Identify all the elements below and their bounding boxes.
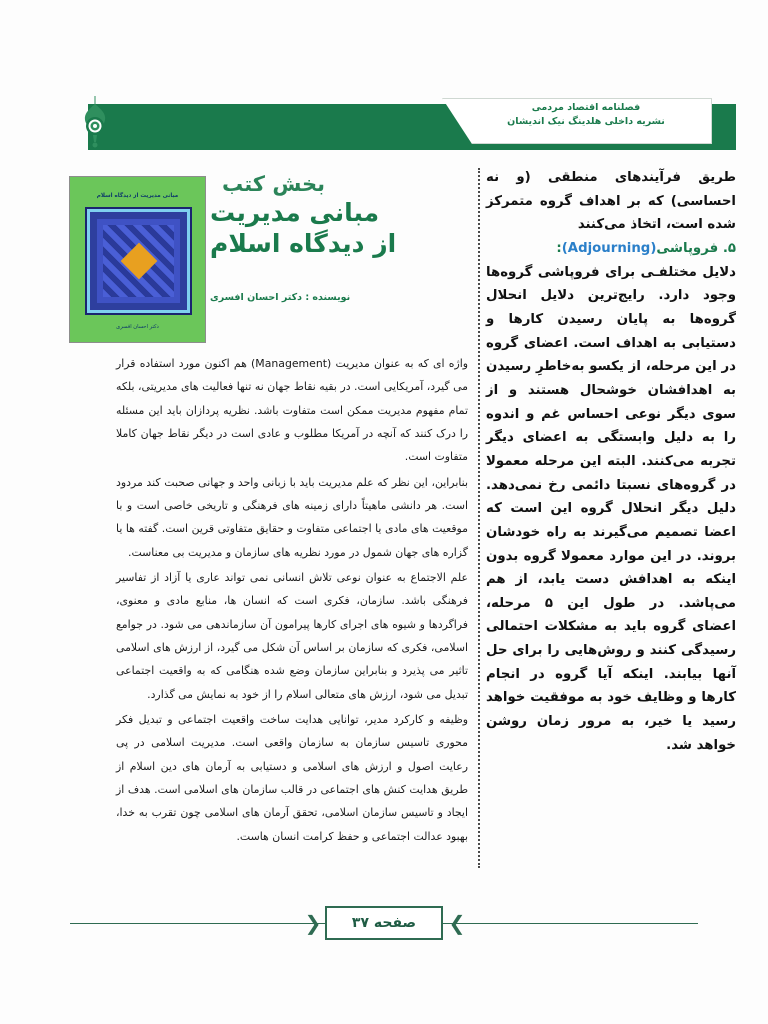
page-footer: [0, 906, 768, 940]
subheading-colon: :: [556, 240, 562, 256]
right-subheading: [486, 237, 736, 261]
book-title-line-2: از دیدگاه اسلام: [210, 228, 397, 258]
subheading-number: ۵.: [718, 240, 736, 256]
footer-wing-right-icon: ❯: [448, 911, 466, 935]
header-masthead: [466, 101, 706, 130]
main-body-text: [116, 352, 468, 850]
book-title-line-1: مبانی مدیریت: [210, 198, 380, 227]
section-script-label: بخش کتب: [222, 172, 326, 196]
cover-title-text: مبانی مدیریت از دیدگاه اسلام: [96, 193, 179, 199]
masthead-line-1: فصلنامه اقتصاد مردمی: [531, 102, 641, 113]
page-header: [88, 98, 736, 150]
right-paragraph-1: طریق فرآیندهای منطقی (و نه احساسی) که بر اهداف گروه متمرکز شده است، اتخاذ می‌کنند: [486, 170, 736, 233]
book-feature: [48, 168, 468, 346]
subheading-fa: فروپاشی: [656, 240, 719, 256]
book-title: [210, 198, 458, 259]
book-author-credit: نویسنده : دکتر احسان افسری: [210, 292, 351, 303]
page-number-badge: صفحه ۳۷: [325, 906, 443, 940]
column-divider: [478, 168, 480, 868]
body-paragraph-1: واژه ای که به عنوان مدیریت (Management) هم اکنون مورد استفاده قرار می گیرد، آمریکایی است. در بقیه نقاط جهان نه تنها فعالیت های مدیریتی، بلکه تمام مفهوم مدیریت ممکن است متفاوت باشد. نظریه پردازان باید این مسئله را درک کنند که آنچه در آمریکا مطلوب و عادی است در دیگر نقاط جهان کاملا متفاوت است.: [116, 357, 468, 464]
subheading-en: (Adjourning): [561, 240, 657, 256]
cover-artwork: [87, 209, 190, 313]
footer-wing-left-icon: ❮: [304, 911, 322, 935]
body-paragraph-4: وظیفه و کارکرد مدیر، توانایی هدایت ساخت واقعیت اجتماعی و تبدیل فکر محوری تاسیس سازمان به سازمان واقعی است. مدیریت اسلامی در پی رعایت اصول و ارزش های اسلامی و دستیابی به آرمان های دین اسلام از طریق هدایت کنش های اجتماعی در قالب سازمان های اسلامی است. هدف از ایجاد و تاسیس سازمان اسلامی، تحقق آرمان های اسلامی چون تقرب به خدا، بهبود عدالت اجتماعی و حفظ کرامت انسان هاست.: [116, 712, 468, 843]
ornamental-emblem-icon: [80, 96, 110, 156]
body-paragraph-3: علم الاجتماع به عنوان نوعی تلاش انسانی نمی تواند عاری یا آزاد از تفاسیر فرهنگی باشد. سازمان، فکری است که انسان ها، منابع مادی و معنوی، فراگردها و شیوه های اجرای کارها پیرامون آن سازماندهی می شود. در جوامع اسلامی، فکری که سازمان بر اساس آن شکل می گیرد، از ارزش های اسلامی تاثیر می پذیرد و بنابراین سازمان وضع شده هنگامی که به واقعیت اجتماعی تبدیل می شود، ارزش های متعالی اسلام را از خود به نمایش می گذارد.: [116, 570, 468, 701]
book-cover-image: [69, 176, 206, 343]
masthead-line-2: نشریه داخلی هلدینگ نیک اندیشان: [507, 116, 665, 128]
right-paragraph-2: دلایل مختلفـی برای فروپاشی گروه‌ها وجود دارد. رایج‌ترین دلایل انحلال گروه‌ها به پایان رسیدن کارها و دستیابی به اهداف است. اعضای گروه در این مرحله، از یکسو به‌خاطرِ رسیدن به اهدافشان خوشحال هستند و از سوی دیگر نوعی احساس غم و اندوه را به دلیل وابستگی به اعضای دیگر تجربه می‌کنند. البته این مرحله معمولا در گروه‌های نسبتا دائمی رخ نمی‌دهد. دلیل دیگر انحلال گروه این است که اعضا تصمیم می‌گیرند به راه خودشان بروند. در این موارد معمولا گروه بدون اینکه به اهدافش دست یابد، از هم می‌پاشد. در طول این ۵ مرحله، اعضای گروه باید به مشکلات احتمالی رسیدگی کنند و روش‌هایی را برای حل آنها بیابند. اینکه آیا گروه در انجام کارها و وظایف خود به موفقیت خواهد رسید یا خیر، به مرور زمان روشن خواهد شد.: [486, 264, 736, 753]
cover-author-text: دکتر احسان افسری: [116, 324, 159, 330]
right-column: [486, 166, 736, 757]
body-paragraph-2: بنابراین، این نظر که علم مدیریت باید با زبانی واحد و جهانی صحبت کند مردود است. هر دانشی ماهیتاً دارای زمینه های فرهنگی و تاریخی خاصی است و با موقعیت های مادی یا اجتماعی متفاوت و حقایق متفاوتی قرین است. گفته ها یا گزاره های جهان شمول در مورد نظریه های سازمان و مدیریت بی معناست.: [116, 475, 468, 559]
